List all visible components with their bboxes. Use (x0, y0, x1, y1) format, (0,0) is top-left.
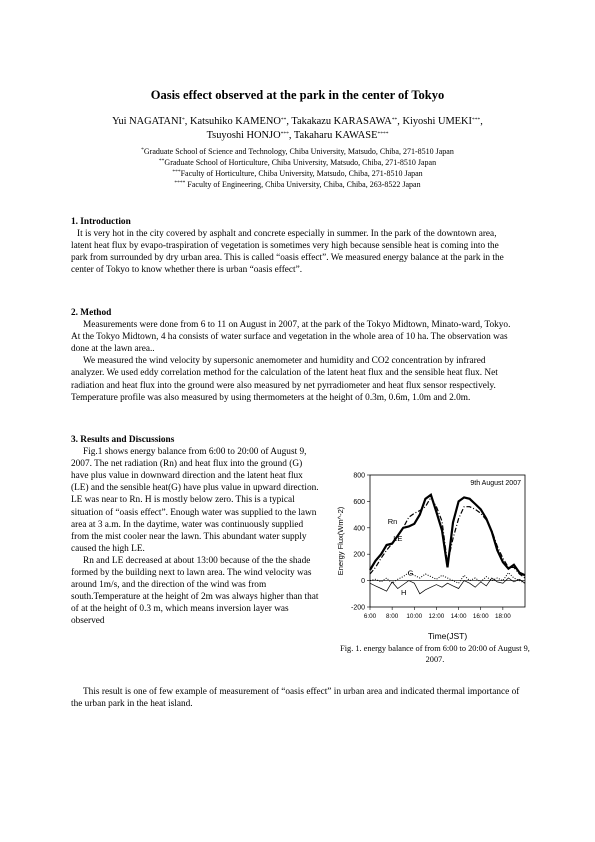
y-tick-label: -200 (350, 604, 365, 612)
series-label-h: H (401, 588, 407, 598)
affiliation-1: *Graduate School of Science and Technology, Chiba University, Matsudo, Chiba, 271-8510 Japan (141, 147, 454, 156)
y-tick-label: 0 (361, 578, 365, 586)
paragraph: Rn and LE decreased at about 13:00 because of the the shade formed by the building next to lawn area. The wind velocity was around 1m/s, and the direction of the wind was from south.Temperature at the height of 2m was always higher than that of at the height of 0.3 m, which means inversion layer was observed (71, 555, 319, 627)
y-tick-label: 800 (353, 472, 365, 480)
x-tick-label: 10:00 (406, 613, 423, 620)
author-5: Tsuyoshi HONJO***, (206, 130, 294, 141)
y-axis-label: Energy Flux(Wm^-2) (336, 506, 345, 576)
section-introduction (71, 216, 511, 276)
series-line-g (370, 573, 525, 584)
paragraph: Measurements were done from 6 to 11 on August in 2007, at the park of the Tokyo Midtown, Minato-ward, Tokyo. At the Tokyo Midtown, 4 ha consists of water surface and vegetation in the whole area of 10 ha. The observation was done at the lawn area.. (71, 320, 511, 355)
author-4: Kiyoshi UMEKI***, (402, 116, 483, 127)
series-label-rn: Rn (387, 516, 398, 526)
author-1: Yui NAGATANI*, (112, 116, 190, 127)
energy-balance-chart (325, 465, 535, 645)
author-2: Katsuhiko KAMENO**, (189, 116, 292, 127)
closing-paragraph (71, 686, 521, 710)
series-label-le: LE (393, 534, 403, 543)
section-heading: 3. Results and Discussions (71, 435, 175, 445)
paragraph: Fig.1 shows energy balance from 6:00 to 20:00 of August 9, 2007. The net radiation (Rn) and heat flux into the ground (G) have plus value in downward direction and the latent heat flux (LE) and the sensible heat(G) have plus value in upward direction. LE was near to Rn. H is mostly below zero. This is a typical situation of “oasis effect”. Enough water was supplied to the lawn area at 3 a.m. In the daytime, water was continuously supplied from the mist cooler near the lawn. This abundant water supply caused the high LE. (71, 447, 319, 554)
author-list (60, 115, 535, 143)
section-results (71, 434, 321, 628)
y-tick-label: 400 (353, 525, 365, 533)
chart-title: 9th August 2007 (470, 480, 521, 487)
author-3: Takakazu KARASAWA**, (291, 116, 403, 127)
x-tick-label: 12:00 (428, 613, 445, 620)
series-label-g: G (407, 568, 414, 578)
x-tick-label: 14:00 (450, 613, 467, 620)
author-6: Takaharu KAWASE**** (293, 130, 389, 141)
figure-caption: Fig. 1. energy balance of from 6:00 to 20:00 of August 9, 2007. (340, 644, 530, 664)
section-heading: 1. Introduction (71, 217, 131, 227)
affiliation-3: ***Faculty of Horticulture, Chiba University, Matsudo, Chiba, 271-8510 Japan (172, 169, 423, 178)
x-tick-label: 6:00 (363, 613, 377, 620)
paper-title: Oasis effect observed at the park in the center of Tokyo (150, 88, 445, 102)
x-tick-label: 8:00 (386, 613, 399, 620)
x-tick-label: 16:00 (472, 613, 489, 620)
section-method (71, 307, 511, 404)
paragraph: We measured the wind velocity by supersonic anemometer and humidity and CO2 concentration by infrared analyzer. We used eddy correlation method for the calculation of the latent heat flux and the sensible heat flux. Net radiation and heat flux into the ground were also measured by net pyrradiometer and heat flux sensor respectively. Temperature profile was also measured by using thermometers at the height of 0.3m, 0.6m, 1.0m and 2.0m. (71, 356, 498, 403)
x-axis-label: Time(JST) (427, 631, 468, 641)
paragraph: This result is one of few example of measurement of “oasis effect” in urban area and indicated thermal importance of the urban park in the heat island. (71, 687, 520, 710)
y-tick-label: 600 (353, 498, 365, 506)
paragraph: It is very hot in the city covered by asphalt and concrete especially in summer. In the park of the downtown area, latent heat flux by evapo-traspiration of vegetation is sometimes very high because sensible heat is coming into the park from surrounded by dry urban area. This is called “oasis effect”. We measured energy balance at the park in the center of Tokyo to know whether there is urban “oasis effect”. (71, 229, 504, 276)
section-heading: 2. Method (71, 308, 112, 318)
affiliation-4: **** Faculty of Engineering, Chiba University, Chiba, Chiba, 263-8522 Japan (174, 180, 421, 189)
affiliation-list (60, 146, 535, 190)
y-tick-label: 200 (353, 551, 365, 559)
affiliation-2: **Graduate School of Horticulture, Chiba University, Matsudo, Chiba, 271-8510 Japan (158, 158, 437, 167)
x-tick-label: 18:00 (494, 613, 511, 620)
